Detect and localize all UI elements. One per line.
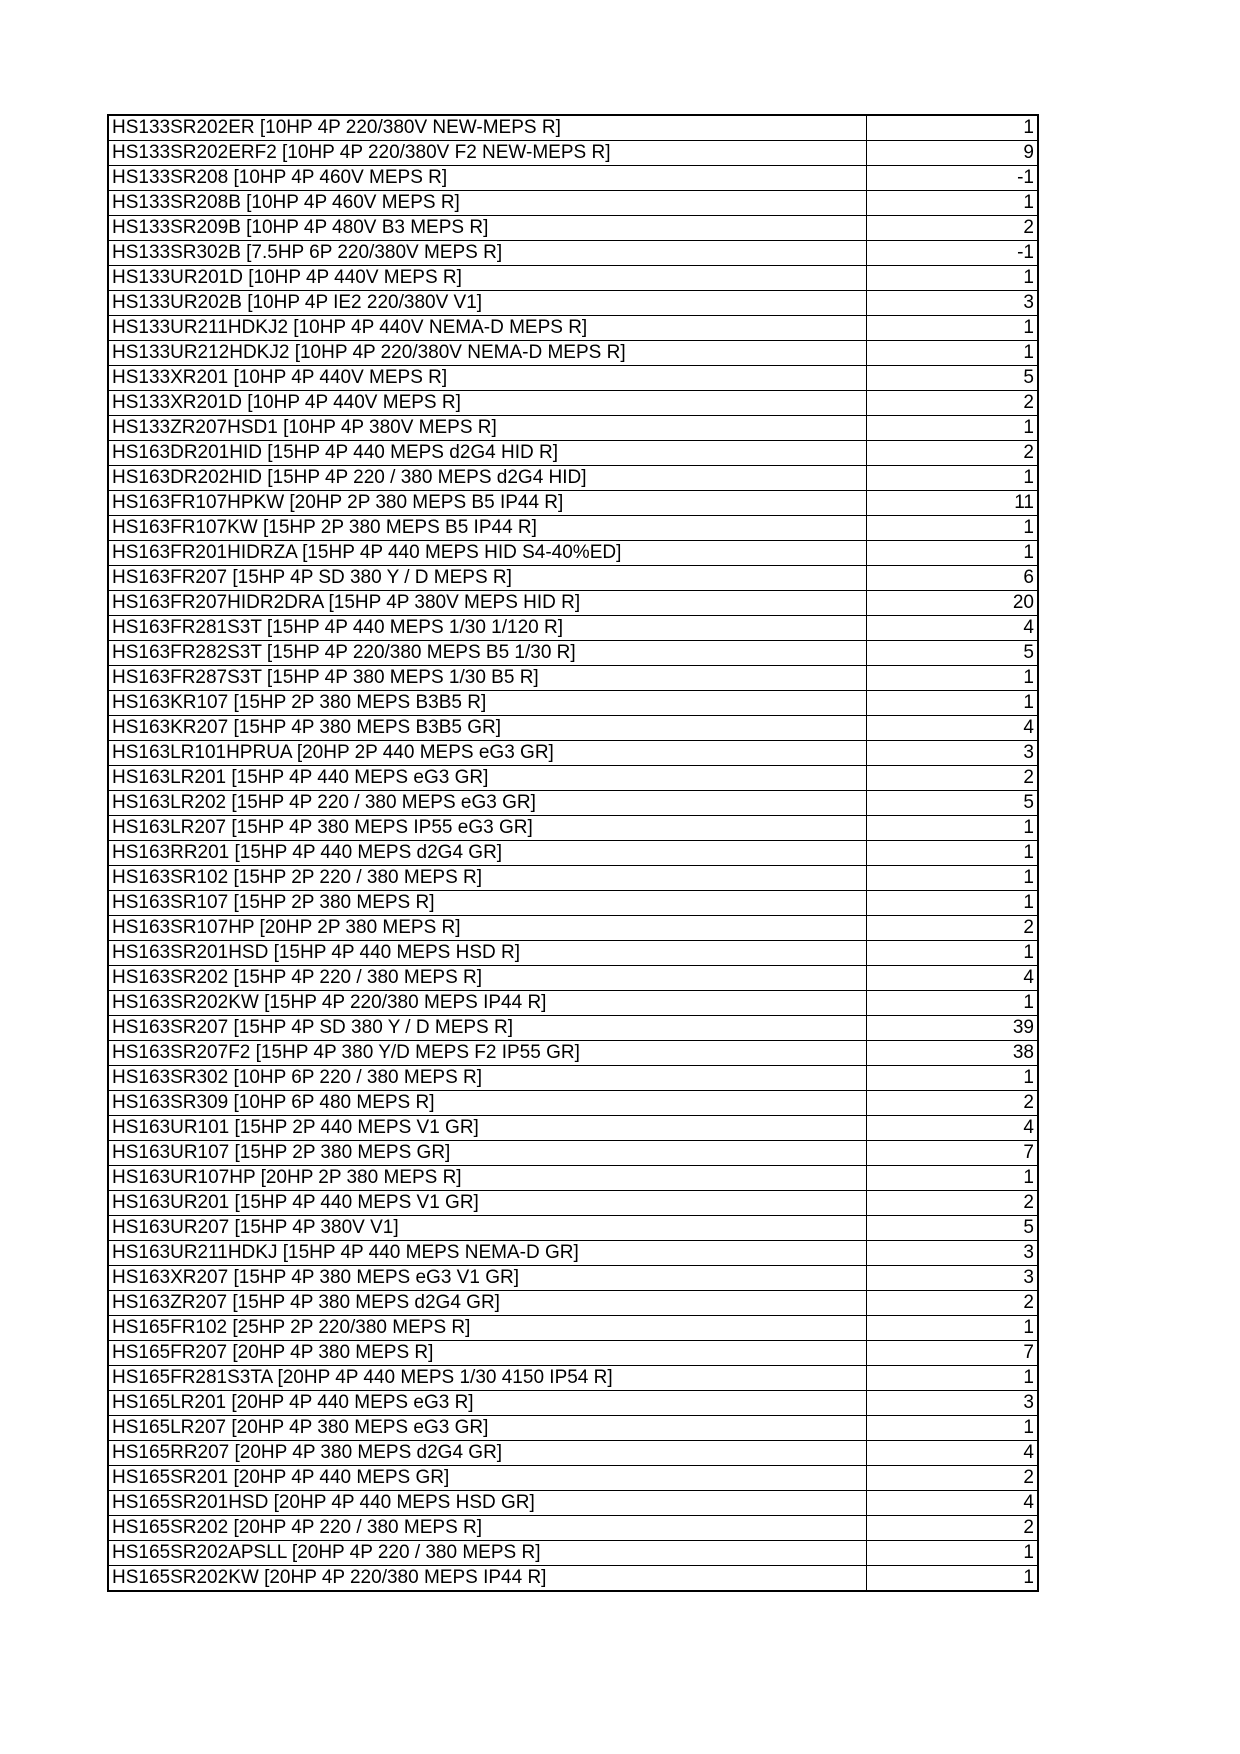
quantity-cell: 38 <box>866 1041 1038 1066</box>
item-description-cell: HS163UR101 [15HP 2P 440 MEPS V1 GR] <box>108 1116 866 1141</box>
quantity-cell: 5 <box>866 791 1038 816</box>
table-row <box>108 291 1038 316</box>
quantity-cell: 2 <box>866 216 1038 241</box>
quantity-cell: 3 <box>866 1391 1038 1416</box>
table-row <box>108 891 1038 916</box>
quantity-cell: 4 <box>866 1491 1038 1516</box>
quantity-cell: 3 <box>866 1241 1038 1266</box>
item-description-cell: HS165SR201 [20HP 4P 440 MEPS GR] <box>108 1466 866 1491</box>
item-description-cell: HS133XR201 [10HP 4P 440V MEPS R] <box>108 366 866 391</box>
table-row <box>108 191 1038 216</box>
inventory-sheet <box>107 114 1037 1592</box>
quantity-cell: 1 <box>866 466 1038 491</box>
table-row <box>108 366 1038 391</box>
item-description-cell: HS163FR287S3T [15HP 4P 380 MEPS 1/30 B5 R] <box>108 666 866 691</box>
table-row <box>108 1016 1038 1041</box>
quantity-cell: 1 <box>866 1541 1038 1566</box>
quantity-cell: 9 <box>866 141 1038 166</box>
table-row <box>108 1566 1038 1592</box>
quantity-cell: 1 <box>866 891 1038 916</box>
item-description-cell: HS163UR107 [15HP 2P 380 MEPS GR] <box>108 1141 866 1166</box>
quantity-cell: 1 <box>866 416 1038 441</box>
table-row <box>108 591 1038 616</box>
quantity-cell: 1 <box>866 1316 1038 1341</box>
quantity-cell: 1 <box>866 266 1038 291</box>
item-description-cell: HS163DR202HID [15HP 4P 220 / 380 MEPS d2G4 HID] <box>108 466 866 491</box>
table-row <box>108 1191 1038 1216</box>
table-row <box>108 466 1038 491</box>
quantity-cell: 1 <box>866 941 1038 966</box>
table-row <box>108 1116 1038 1141</box>
quantity-cell: 7 <box>866 1341 1038 1366</box>
quantity-cell: 4 <box>866 616 1038 641</box>
table-row <box>108 691 1038 716</box>
item-description-cell: HS163LR201 [15HP 4P 440 MEPS eG3 GR] <box>108 766 866 791</box>
item-description-cell: HS165FR102 [25HP 2P 220/380 MEPS R] <box>108 1316 866 1341</box>
item-description-cell: HS163SR207 [15HP 4P SD 380 Y / D MEPS R] <box>108 1016 866 1041</box>
quantity-cell: 1 <box>866 316 1038 341</box>
item-description-cell: HS163FR281S3T [15HP 4P 440 MEPS 1/30 1/120 R] <box>108 616 866 641</box>
item-description-cell: HS163SR107 [15HP 2P 380 MEPS R] <box>108 891 866 916</box>
quantity-cell: 7 <box>866 1141 1038 1166</box>
item-description-cell: HS133SR202ER [10HP 4P 220/380V NEW-MEPS R] <box>108 115 866 141</box>
table-row <box>108 1466 1038 1491</box>
table-row <box>108 666 1038 691</box>
quantity-cell: 1 <box>866 1166 1038 1191</box>
quantity-cell: 4 <box>866 716 1038 741</box>
item-description-cell: HS163UR107HP [20HP 2P 380 MEPS R] <box>108 1166 866 1191</box>
table-row <box>108 1141 1038 1166</box>
table-row <box>108 816 1038 841</box>
item-description-cell: HS163FR207 [15HP 4P SD 380 Y / D MEPS R] <box>108 566 866 591</box>
quantity-cell: 2 <box>866 391 1038 416</box>
table-row <box>108 416 1038 441</box>
inventory-table-body <box>108 115 1038 1591</box>
quantity-cell: 2 <box>866 1091 1038 1116</box>
item-description-cell: HS165SR202APSLL [20HP 4P 220 / 380 MEPS R] <box>108 1541 866 1566</box>
table-row <box>108 641 1038 666</box>
quantity-cell: 1 <box>866 1366 1038 1391</box>
item-description-cell: HS163UR201 [15HP 4P 440 MEPS V1 GR] <box>108 1191 866 1216</box>
quantity-cell: 4 <box>866 1116 1038 1141</box>
item-description-cell: HS133SR208 [10HP 4P 460V MEPS R] <box>108 166 866 191</box>
table-row <box>108 241 1038 266</box>
table-row <box>108 766 1038 791</box>
table-row <box>108 1216 1038 1241</box>
item-description-cell: HS163UR211HDKJ [15HP 4P 440 MEPS NEMA-D GR] <box>108 1241 866 1266</box>
table-row <box>108 166 1038 191</box>
item-description-cell: HS163FR282S3T [15HP 4P 220/380 MEPS B5 1/30 R] <box>108 641 866 666</box>
item-description-cell: HS165SR201HSD [20HP 4P 440 MEPS HSD GR] <box>108 1491 866 1516</box>
table-row <box>108 491 1038 516</box>
item-description-cell: HS163SR102 [15HP 2P 220 / 380 MEPS R] <box>108 866 866 891</box>
item-description-cell: HS163FR201HIDRZA [15HP 4P 440 MEPS HID S4-40%ED] <box>108 541 866 566</box>
quantity-cell: 2 <box>866 766 1038 791</box>
table-row <box>108 866 1038 891</box>
table-row <box>108 516 1038 541</box>
item-description-cell: HS133XR201D [10HP 4P 440V MEPS R] <box>108 391 866 416</box>
item-description-cell: HS165FR281S3TA [20HP 4P 440 MEPS 1/30 4150 IP54 R] <box>108 1366 866 1391</box>
quantity-cell: 1 <box>866 115 1038 141</box>
item-description-cell: HS165SR202KW [20HP 4P 220/380 MEPS IP44 R] <box>108 1566 866 1592</box>
table-row <box>108 266 1038 291</box>
quantity-cell: 1 <box>866 191 1038 216</box>
table-row <box>108 991 1038 1016</box>
item-description-cell: HS165LR201 [20HP 4P 440 MEPS eG3 R] <box>108 1391 866 1416</box>
quantity-cell: 39 <box>866 1016 1038 1041</box>
quantity-cell: 3 <box>866 1266 1038 1291</box>
table-row <box>108 841 1038 866</box>
table-row <box>108 716 1038 741</box>
item-description-cell: HS133SR302B [7.5HP 6P 220/380V MEPS R] <box>108 241 866 266</box>
item-description-cell: HS163SR302 [10HP 6P 220 / 380 MEPS R] <box>108 1066 866 1091</box>
item-description-cell: HS163FR107HPKW [20HP 2P 380 MEPS B5 IP44 R] <box>108 491 866 516</box>
table-row <box>108 541 1038 566</box>
inventory-table <box>107 114 1039 1592</box>
item-description-cell: HS163ZR207 [15HP 4P 380 MEPS d2G4 GR] <box>108 1291 866 1316</box>
quantity-cell: 2 <box>866 1291 1038 1316</box>
table-row <box>108 391 1038 416</box>
table-row <box>108 1091 1038 1116</box>
quantity-cell: 1 <box>866 866 1038 891</box>
item-description-cell: HS163SR202 [15HP 4P 220 / 380 MEPS R] <box>108 966 866 991</box>
item-description-cell: HS163FR207HIDR2DRA [15HP 4P 380V MEPS HID R] <box>108 591 866 616</box>
item-description-cell: HS163SR201HSD [15HP 4P 440 MEPS HSD R] <box>108 941 866 966</box>
quantity-cell: 1 <box>866 816 1038 841</box>
quantity-cell: 1 <box>866 1066 1038 1091</box>
quantity-cell: 1 <box>866 666 1038 691</box>
quantity-cell: 5 <box>866 1216 1038 1241</box>
item-description-cell: HS133UR211HDKJ2 [10HP 4P 440V NEMA-D MEPS R] <box>108 316 866 341</box>
table-row <box>108 341 1038 366</box>
quantity-cell: 1 <box>866 1416 1038 1441</box>
quantity-cell: 11 <box>866 491 1038 516</box>
item-description-cell: HS163SR207F2 [15HP 4P 380 Y/D MEPS F2 IP55 GR] <box>108 1041 866 1066</box>
quantity-cell: 1 <box>866 341 1038 366</box>
item-description-cell: HS163LR101HPRUA [20HP 2P 440 MEPS eG3 GR] <box>108 741 866 766</box>
quantity-cell: -1 <box>866 166 1038 191</box>
item-description-cell: HS163SR107HP [20HP 2P 380 MEPS R] <box>108 916 866 941</box>
table-row <box>108 616 1038 641</box>
table-row <box>108 1316 1038 1341</box>
item-description-cell: HS165FR207 [20HP 4P 380 MEPS R] <box>108 1341 866 1366</box>
quantity-cell: 2 <box>866 916 1038 941</box>
quantity-cell: 2 <box>866 1516 1038 1541</box>
item-description-cell: HS165SR202 [20HP 4P 220 / 380 MEPS R] <box>108 1516 866 1541</box>
table-row <box>108 1416 1038 1441</box>
item-description-cell: HS163XR207 [15HP 4P 380 MEPS eG3 V1 GR] <box>108 1266 866 1291</box>
item-description-cell: HS163KR107 [15HP 2P 380 MEPS B3B5 R] <box>108 691 866 716</box>
quantity-cell: 4 <box>866 1441 1038 1466</box>
quantity-cell: 1 <box>866 516 1038 541</box>
quantity-cell: -1 <box>866 241 1038 266</box>
table-row <box>108 1391 1038 1416</box>
quantity-cell: 2 <box>866 1191 1038 1216</box>
item-description-cell: HS133SR208B [10HP 4P 460V MEPS R] <box>108 191 866 216</box>
quantity-cell: 1 <box>866 991 1038 1016</box>
table-row <box>108 1241 1038 1266</box>
table-row <box>108 316 1038 341</box>
item-description-cell: HS165LR207 [20HP 4P 380 MEPS eG3 GR] <box>108 1416 866 1441</box>
item-description-cell: HS163RR201 [15HP 4P 440 MEPS d2G4 GR] <box>108 841 866 866</box>
table-row <box>108 1266 1038 1291</box>
quantity-cell: 2 <box>866 1466 1038 1491</box>
table-row <box>108 941 1038 966</box>
table-row <box>108 115 1038 141</box>
quantity-cell: 5 <box>866 366 1038 391</box>
table-row <box>108 141 1038 166</box>
table-row <box>108 1041 1038 1066</box>
item-description-cell: HS133UR201D [10HP 4P 440V MEPS R] <box>108 266 866 291</box>
item-description-cell: HS163LR207 [15HP 4P 380 MEPS IP55 eG3 GR] <box>108 816 866 841</box>
quantity-cell: 5 <box>866 641 1038 666</box>
quantity-cell: 1 <box>866 541 1038 566</box>
quantity-cell: 6 <box>866 566 1038 591</box>
table-row <box>108 966 1038 991</box>
quantity-cell: 3 <box>866 741 1038 766</box>
item-description-cell: HS163KR207 [15HP 4P 380 MEPS B3B5 GR] <box>108 716 866 741</box>
table-row <box>108 1491 1038 1516</box>
item-description-cell: HS163UR207 [15HP 4P 380V V1] <box>108 1216 866 1241</box>
table-row <box>108 1341 1038 1366</box>
table-row <box>108 1516 1038 1541</box>
item-description-cell: HS163LR202 [15HP 4P 220 / 380 MEPS eG3 GR] <box>108 791 866 816</box>
quantity-cell: 20 <box>866 591 1038 616</box>
table-row <box>108 916 1038 941</box>
quantity-cell: 1 <box>866 1566 1038 1592</box>
table-row <box>108 566 1038 591</box>
table-row <box>108 791 1038 816</box>
quantity-cell: 1 <box>866 841 1038 866</box>
item-description-cell: HS163SR202KW [15HP 4P 220/380 MEPS IP44 R] <box>108 991 866 1016</box>
item-description-cell: HS133SR202ERF2 [10HP 4P 220/380V F2 NEW-MEPS R] <box>108 141 866 166</box>
item-description-cell: HS163DR201HID [15HP 4P 440 MEPS d2G4 HID R] <box>108 441 866 466</box>
quantity-cell: 3 <box>866 291 1038 316</box>
item-description-cell: HS163FR107KW [15HP 2P 380 MEPS B5 IP44 R] <box>108 516 866 541</box>
item-description-cell: HS165RR207 [20HP 4P 380 MEPS d2G4 GR] <box>108 1441 866 1466</box>
item-description-cell: HS133UR202B [10HP 4P IE2 220/380V V1] <box>108 291 866 316</box>
table-row <box>108 1291 1038 1316</box>
item-description-cell: HS133ZR207HSD1 [10HP 4P 380V MEPS R] <box>108 416 866 441</box>
quantity-cell: 1 <box>866 691 1038 716</box>
table-row <box>108 1066 1038 1091</box>
table-row <box>108 1541 1038 1566</box>
item-description-cell: HS133UR212HDKJ2 [10HP 4P 220/380V NEMA-D MEPS R] <box>108 341 866 366</box>
table-row <box>108 1366 1038 1391</box>
item-description-cell: HS163SR309 [10HP 6P 480 MEPS R] <box>108 1091 866 1116</box>
quantity-cell: 2 <box>866 441 1038 466</box>
table-row <box>108 741 1038 766</box>
table-row <box>108 1441 1038 1466</box>
quantity-cell: 4 <box>866 966 1038 991</box>
table-row <box>108 216 1038 241</box>
table-row <box>108 1166 1038 1191</box>
item-description-cell: HS133SR209B [10HP 4P 480V B3 MEPS R] <box>108 216 866 241</box>
table-row <box>108 441 1038 466</box>
